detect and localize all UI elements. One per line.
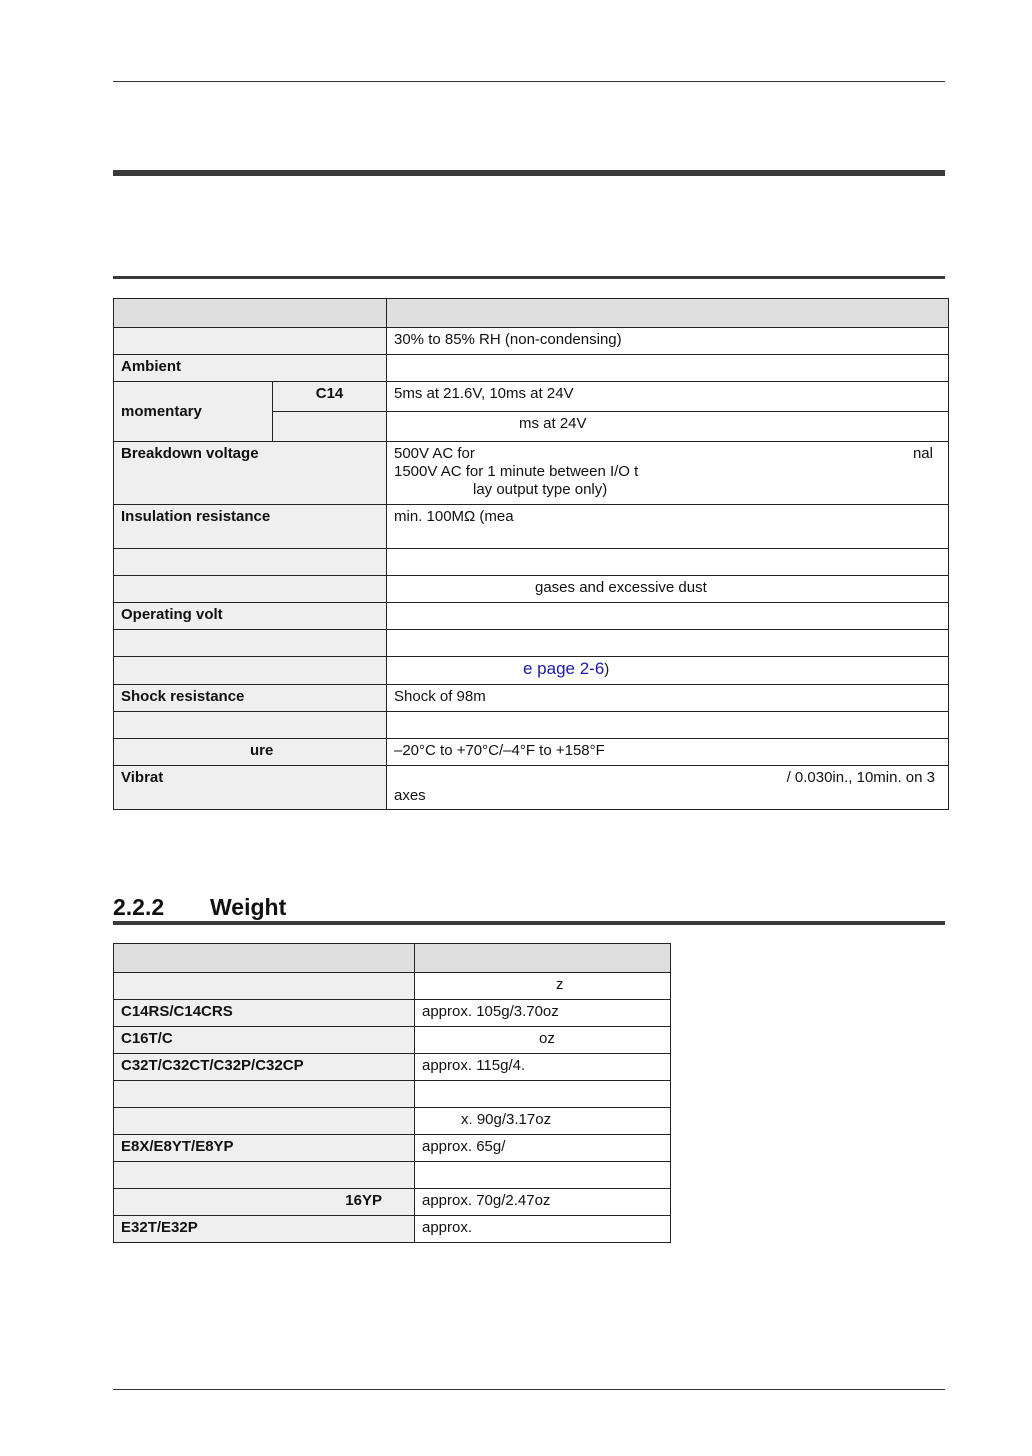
- row-label: [114, 973, 415, 1000]
- row-label: momentary: [114, 382, 273, 442]
- row-value: [415, 1081, 671, 1108]
- table-row: [114, 973, 671, 1000]
- row-value: [387, 603, 949, 630]
- row-label: [114, 712, 387, 739]
- chapter-rule: [113, 170, 945, 176]
- specifications-table: [113, 298, 949, 810]
- row-sublabel: [273, 412, 387, 442]
- row-value: 30% to 85% RH (non-condensing): [387, 328, 949, 355]
- row-value: [387, 549, 949, 576]
- row-value: 5ms at 21.6V, 10ms at 24V: [387, 382, 949, 412]
- table-row: [114, 549, 949, 576]
- row-label: Insulation resistance: [114, 505, 387, 549]
- table-row: [114, 1081, 671, 1108]
- row-label: C32T/C32CT/C32P/C32CP: [114, 1054, 415, 1081]
- footer-rule: [113, 1389, 945, 1390]
- value-line: axes: [394, 787, 426, 804]
- table-row: [114, 1108, 671, 1135]
- table-row: [114, 576, 949, 603]
- row-value: approx. 105g/3.70oz: [415, 1000, 671, 1027]
- table-row: [114, 1027, 671, 1054]
- row-value: approx. 115g/4.: [415, 1054, 671, 1081]
- row-value: [387, 712, 949, 739]
- row-value: [387, 766, 949, 810]
- row-value: [387, 657, 949, 685]
- table-header-row: [114, 299, 949, 328]
- row-value: approx. 65g/: [415, 1135, 671, 1162]
- table-row: [114, 766, 949, 810]
- table-row: [114, 328, 949, 355]
- value-line: lay output type only): [473, 481, 608, 498]
- row-label: [114, 1108, 415, 1135]
- row-label: [114, 1162, 415, 1189]
- table-row: [114, 1054, 671, 1081]
- row-label: [114, 630, 387, 657]
- row-label: [114, 328, 387, 355]
- row-value: ms at 24V: [387, 412, 949, 442]
- row-label: E32T/E32P: [114, 1216, 415, 1243]
- row-value: [415, 1162, 671, 1189]
- row-value: gases and excessive dust: [387, 576, 949, 603]
- row-value: oz: [415, 1027, 671, 1054]
- table-row: [114, 1189, 671, 1216]
- row-label: [114, 576, 387, 603]
- table-row: [114, 442, 949, 505]
- row-label: [114, 549, 387, 576]
- header-cell: [387, 299, 949, 328]
- row-value: z: [415, 973, 671, 1000]
- value-line: nal: [912, 445, 933, 462]
- table-row: [114, 630, 949, 657]
- table-row: [114, 685, 949, 712]
- table-row: [114, 382, 949, 412]
- row-label: Breakdown voltage: [114, 442, 387, 505]
- row-label: Ambient: [114, 355, 387, 382]
- row-label: Vibrat: [114, 766, 387, 810]
- header-cell: [114, 299, 387, 328]
- value-line: / 0.030in., 10min. on 3: [786, 769, 935, 786]
- row-label: C14RS/C14CRS: [114, 1000, 415, 1027]
- row-label: ure: [114, 739, 387, 766]
- row-value: [387, 630, 949, 657]
- table-row: [114, 712, 949, 739]
- value-line: 500V AC for: [394, 445, 475, 462]
- row-value: –20°C to +70°C/–4°F to +158°F: [387, 739, 949, 766]
- table-row: [114, 355, 949, 382]
- weight-section-rule: [113, 921, 945, 925]
- section-rule: [113, 276, 945, 279]
- header-cell: [415, 944, 671, 973]
- row-label: [114, 657, 387, 685]
- row-sublabel: C14: [273, 382, 387, 412]
- section-heading: [113, 893, 286, 921]
- row-value: [387, 442, 949, 505]
- value-line: 1500V AC for 1 minute between I/O t: [394, 463, 639, 480]
- row-value: approx.: [415, 1216, 671, 1243]
- row-value: [387, 355, 949, 382]
- table-row: [114, 1216, 671, 1243]
- table-row: [114, 739, 949, 766]
- weight-table: [113, 943, 671, 1243]
- row-value: approx. 70g/2.47oz: [415, 1189, 671, 1216]
- row-value: Shock of 98m: [387, 685, 949, 712]
- header-cell: [114, 944, 415, 973]
- row-label: Operating volt: [114, 603, 387, 630]
- row-label: 16YP: [114, 1189, 415, 1216]
- row-value: x. 90g/3.17oz: [415, 1108, 671, 1135]
- table-row: [114, 1135, 671, 1162]
- row-label: E8X/E8YT/E8YP: [114, 1135, 415, 1162]
- section-title: Weight: [210, 894, 287, 920]
- table-row: [114, 505, 949, 549]
- header-rule: [113, 81, 945, 82]
- table-row: [114, 1162, 671, 1189]
- row-label: Shock resistance: [114, 685, 387, 712]
- value-suffix: ): [604, 661, 610, 678]
- table-row: [114, 657, 949, 685]
- table-row: [114, 603, 949, 630]
- section-number: 2.2.2: [113, 894, 165, 920]
- row-label: [114, 1081, 415, 1108]
- row-value: min. 100MΩ (mea: [387, 505, 949, 549]
- table-row: [114, 1000, 671, 1027]
- table-header-row: [114, 944, 671, 973]
- page-reference-link[interactable]: e page 2-6: [523, 659, 605, 678]
- row-label: C16T/C: [114, 1027, 415, 1054]
